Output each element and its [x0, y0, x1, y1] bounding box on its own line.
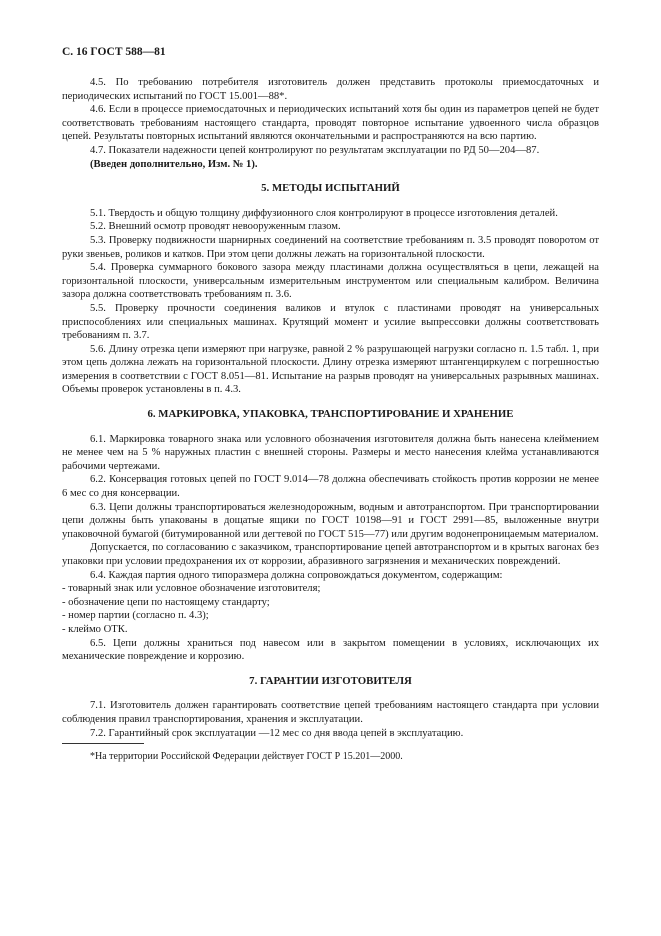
page-header: С. 16 ГОСТ 588—81: [62, 46, 166, 58]
list-item: - товарный знак или условное обозначение изготовителя;: [62, 583, 321, 595]
paragraph-4-7: 4.7. Показатели надежности цепей контролируют по результатам эксплуатации по РД 50—204—87.: [90, 144, 540, 156]
section-7-title: 7. ГАРАНТИИ ИЗГОТОВИТЕЛЯ: [249, 674, 412, 687]
paragraph-5-1: 5.1. Твердость и общую толщину диффузионного слоя контролируют в процессе изготовления деталей.: [90, 207, 558, 219]
paragraph-6-4: 6.4. Каждая партия одного типоразмера должна сопровождаться документом, содержащим:: [90, 569, 503, 581]
paragraph-6-3: 6.3. Цепи должны транспортироваться железнодорожным, водным и автотранспортом. При транспортировании цепи должны быть упакованы в дощатые ящики по ГОСТ 10198—91 и ГОСТ 2991—85, выложенные внутри упаковочной бумагой (битумированной или дегтевой по ГОСТ 515—77) или другим водонепроницаемым материалом.: [62, 501, 599, 540]
page-content: [62, 76, 599, 764]
paragraph-5-5: 5.5. Проверку прочности соединения валиков и втулок с пластинами проводят на универсальных приспособлениях или специальных машинах. Крутящий момент и усилие выпрессовки должны соответствовать требованиям п. 3.7.: [62, 302, 599, 342]
section-6-title: 6. МАРКИРОВКА, УПАКОВКА, ТРАНСПОРТИРОВАНИЕ И ХРАНЕНИЕ: [147, 408, 514, 421]
list-item: - номер партии (согласно п. 4.3);: [62, 610, 209, 622]
paragraph-5-3: 5.3. Проверку подвижности шарнирных соединений на соответствие требованиям п. 3.5 проводят поворотом от руки звеньев, роликов и катков. При этом цепи должны лежать на горизонтальной плоскости.: [62, 234, 599, 260]
list-item: - обозначение цепи по настоящему стандарту;: [62, 596, 270, 608]
paragraph-5-6: 5.6. Длину отрезка цепи измеряют при нагрузке, равной 2 % разрушающей нагрузки согласно п. 1.5 табл. 1, при этом цепь должна лежать на горизонтальной плоскости. Длину отрезка измеряют штангенциркулем с погрешностью измерения в соответствии с ГОСТ 8.051—81. Испытание на разрыв проводят на универсальных разрывных машинах. Объемы проверок установлены в п. 4.3.: [62, 343, 599, 396]
paragraph-4-6: 4.6. Если в процессе приемосдаточных и периодических испытаний хотя бы один из параметров цепей не будет соответствовать требованиям настоящего стандарта, проводят повторное испытание удвоенного числа образцов цепей. Результаты повторных испытаний являются окончательными и распространяются на всю партию.: [62, 104, 599, 143]
list-item: - клеймо ОТК.: [62, 623, 128, 635]
paragraph-6-2: 6.2. Консервация готовых цепей по ГОСТ 9.014—78 должна обеспечивать стойкость против коррозии не менее 6 мес со дня консервации.: [62, 474, 599, 500]
paragraph-7-2: 7.2. Гарантийный срок эксплуатации —12 мес со дня ввода цепей в эксплуатацию.: [90, 727, 464, 739]
paragraph-4-5: 4.5. По требованию потребителя изготовитель должен представить протоколы приемосдаточных и периодических испытаний по ГОСТ 15.001—88*.: [62, 77, 599, 102]
paragraph-6-5: 6.5. Цепи должны храниться под навесом или в закрытом помещении в условиях, исключающих их механические повреждение и коррозию.: [62, 637, 599, 663]
paragraph-6-3-note: Допускается, по согласованию с заказчиком, транспортирование цепей автотранспортом и в крытых вагонах без упаковки при условии предохранения их от коррозии, абразивного загрязнения и механических повреждений.: [62, 542, 599, 567]
footnote-divider: [62, 743, 144, 744]
section-5-title: 5. МЕТОДЫ ИСПЫТАНИЙ: [261, 182, 400, 195]
paragraph-6-1: 6.1. Маркировка товарного знака или условного обозначения изготовителя должна быть нанесена клеймением не менее чем на 5 % наружных пластин с внешней стороны. Размеры и место нанесения клейма устанавливаются рабочими чертежами.: [62, 433, 599, 472]
amendment-note: (Введен дополнительно, Изм. № 1).: [90, 158, 258, 170]
paragraph-5-4: 5.4. Проверка суммарного бокового зазора между пластинами должна осуществляться в цепи, лежащей на горизонтальной плоскости, универсальным измерительным инструментом или специальным калибром. Величина зазора должна соответствовать требованиям п. 3.6.: [62, 262, 599, 301]
footnote: *На территории Российской Федерации действует ГОСТ Р 15.201—2000.: [90, 751, 403, 763]
paragraph-7-1: 7.1. Изготовитель должен гарантировать соответствие цепей требованиям настоящего стандарта при условии соблюдения правил транспортирования, хранения и эксплуатации.: [62, 700, 599, 725]
paragraph-5-2: 5.2. Внешний осмотр проводят невооруженным глазом.: [90, 221, 341, 233]
